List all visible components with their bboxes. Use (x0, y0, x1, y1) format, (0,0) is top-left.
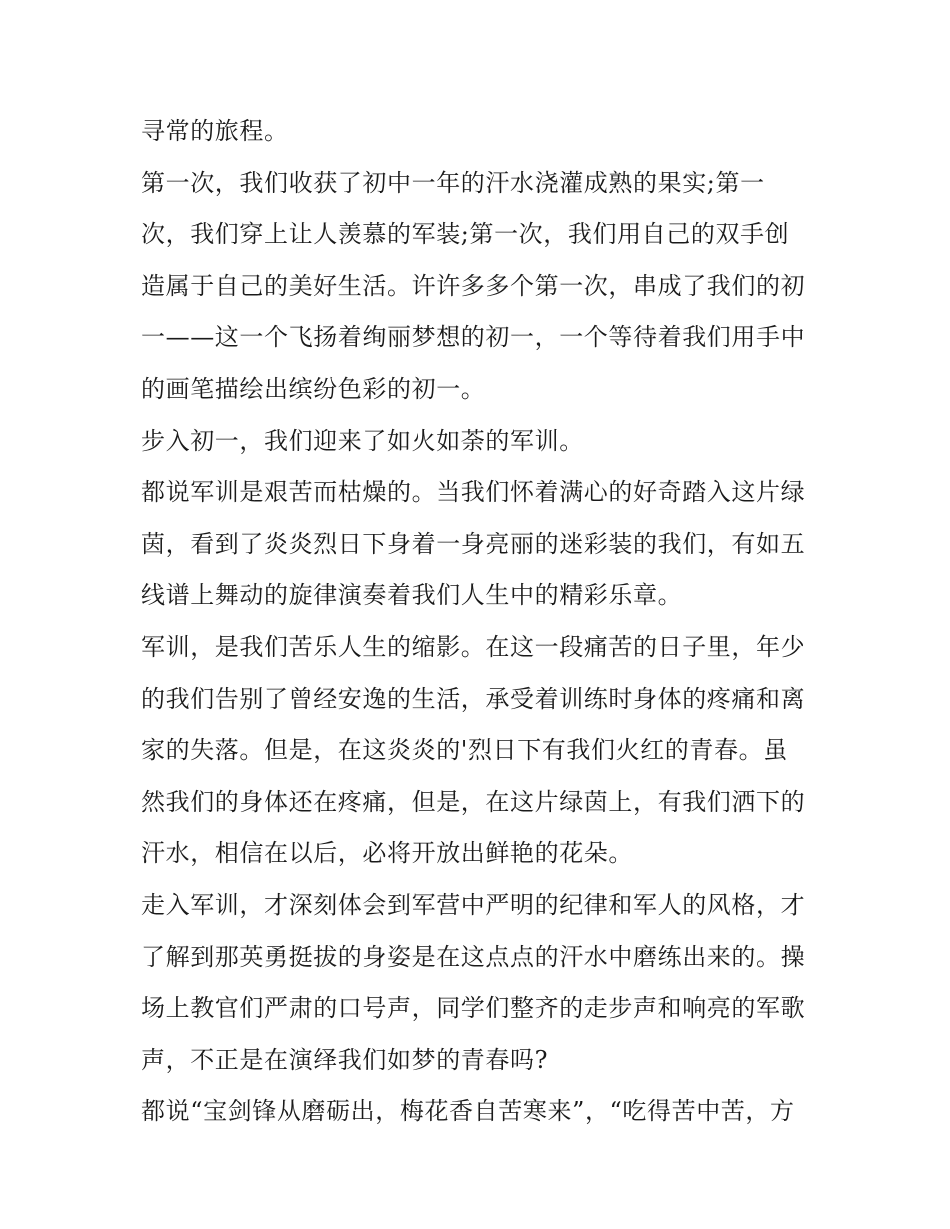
text-line: 走入军训，才深刻体会到军营中严明的纪律和军人的风格，才 (141, 890, 806, 919)
text-line: 次，我们穿上让人羡慕的军装;第一次，我们用自己的双手创 (141, 220, 790, 249)
text-line: 的画笔描绘出缤纷色彩的初一。 (141, 374, 486, 403)
body-text (141, 106, 821, 1138)
text-line: 汗水，相信在以后，必将开放出鲜艳的花朵。 (141, 839, 633, 868)
text-line: 都说军训是艰苦而枯燥的。当我们怀着满心的好奇踏入这片绿 (141, 478, 806, 507)
text-line: 步入初一，我们迎来了如火如荼的军训。 (141, 426, 584, 455)
text-line: 然我们的身体还在疼痛，但是，在这片绿茵上，有我们洒下的 (141, 787, 806, 816)
text-line: 第一次，我们收获了初中一年的汗水浇灌成熟的果实;第一 (141, 168, 765, 197)
text-line: 造属于自己的美好生活。许许多多个第一次，串成了我们的初 (141, 271, 806, 300)
text-line: 都说“宝剑锋从磨砺出，梅花香自苦寒来”，“吃得苦中苦，方 (141, 1097, 795, 1126)
text-line: 一——这一个飞扬着绚丽梦想的初一，一个等待着我们用手中 (141, 323, 806, 352)
text-line: 线谱上舞动的旋律演奏着我们人生中的精彩乐章。 (141, 581, 683, 610)
text-line: 寻常的旅程。 (141, 117, 289, 145)
text-line: 声，不正是在演绎我们如梦的青春吗? (141, 1045, 549, 1074)
text-line: 军训，是我们苦乐人生的缩影。在这一段痛苦的日子里，年少 (141, 632, 806, 661)
text-line: 茵，看到了炎炎烈日下身着一身亮丽的迷彩装的我们，有如五 (141, 529, 806, 558)
text-line: 的我们告别了曾经安逸的生活，承受着训练时身体的疼痛和离 (141, 684, 806, 713)
text-line: 场上教官们严肃的口号声，同学们整齐的走步声和响亮的军歌 (141, 994, 806, 1023)
text-line: 家的失落。但是，在这炎炎的'烈日下有我们火红的青春。虽 (141, 736, 788, 765)
text-line: 了解到那英勇挺拔的身姿是在这点点的汗水中磨练出来的。操 (141, 942, 806, 971)
